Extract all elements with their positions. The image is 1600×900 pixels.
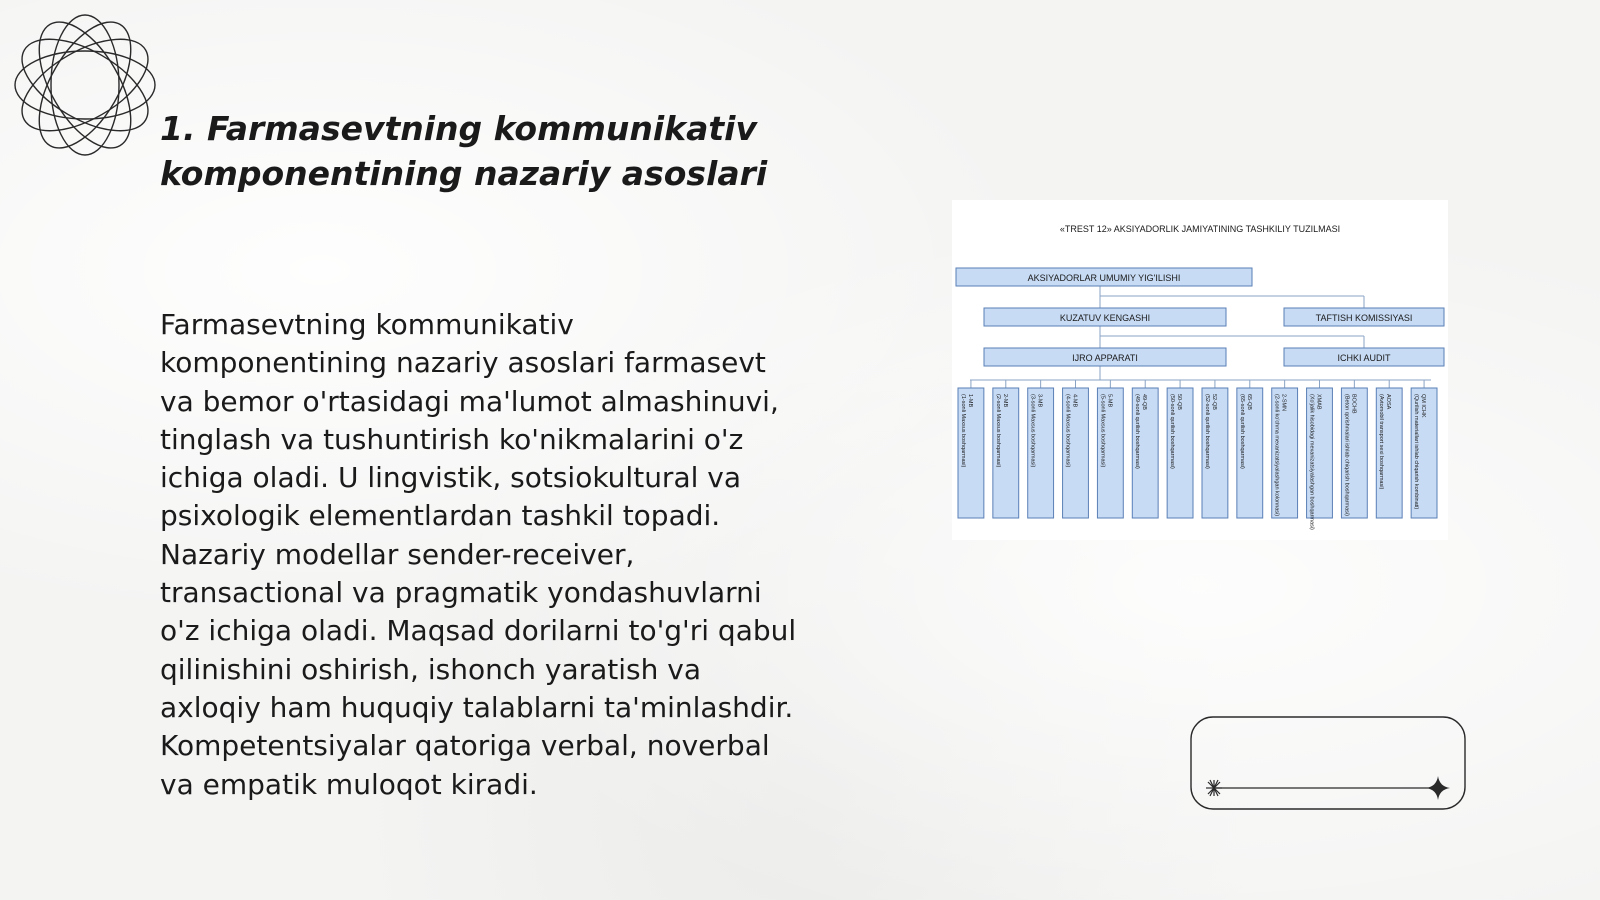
org-unit-label: 3-MB(3-sonli Maxsus boshqarmasi): [1029, 394, 1043, 468]
slide-title: 1. Farmasevtning kommunikativ komponentining nazariy asoslari: [160, 109, 768, 193]
org-chart-image: [952, 200, 1448, 540]
org-chart-connectors: [970, 286, 1431, 388]
body-line: axloqiy ham huquqiy talablarni ta'minlashdir.: [160, 690, 794, 724]
four-point-star-icon: [1426, 776, 1450, 800]
body-line: va bemor o'rtasidagi ma'lumot almashinuvi,: [160, 384, 779, 418]
box-taftish-label: TAFTISH KOMISSIYASI: [1315, 313, 1413, 323]
box-shareholders-label: AKSIYADORLAR UMUMIY YIG'ILISHI: [1027, 273, 1181, 283]
org-unit-box: [1167, 388, 1193, 518]
org-unit-box: [1376, 388, 1402, 518]
org-unit-label: QM ICHK(Qurilish materiallari ishlab chiqarish kombinati): [1413, 394, 1427, 510]
org-unit-label: 49-QB(49-sonli qurilish boshqarmasi): [1134, 394, 1148, 469]
org-unit-label: 1-MB(1-sonli Maxsus boshqarmasi): [959, 394, 973, 468]
body-paragraph: [160, 306, 860, 804]
org-unit-box: [1132, 388, 1158, 518]
org-chart-units: [958, 388, 1437, 530]
org-unit-box: [1307, 388, 1333, 530]
body-line: ichiga oladi. U lingvistik, sotsiokultural va: [160, 461, 742, 495]
org-unit-box: [1272, 388, 1298, 518]
body-line: o'z ichiga oladi. Maqsad dorilarni to'g'ri qabul: [160, 614, 797, 648]
rosette-ornament-icon: [8, 8, 162, 162]
org-unit-box: [958, 388, 984, 518]
org-unit-box: [993, 388, 1019, 518]
box-kuzatuv-label: KUZATUV KENGASHI: [1059, 313, 1151, 323]
org-unit-label: XMAB(Xo'jalik hisobidagi mexanizatsiyalashgan boshqarmasi): [1308, 394, 1322, 530]
org-unit-label: 2-SMN(2-sonli ko'chma mexanizatsiyalashgan kolonnasi): [1273, 394, 1287, 517]
box-taftish: [1284, 308, 1444, 326]
org-unit-box: [1237, 388, 1263, 518]
org-unit-box: [1411, 388, 1437, 518]
box-ijro: [984, 348, 1226, 366]
org-unit-label: AOSA(Avtomobil transport sexi boshqarmasi): [1378, 394, 1392, 490]
body-line: qilinishini oshirish, ishonch yaratish va: [160, 652, 701, 686]
org-unit-label: 2-MB(2-sonli Maxsus boshqarmasi): [994, 394, 1008, 468]
org-unit-label: 5-MB(5-sonli Maxsus boshqarmasi): [1099, 394, 1113, 468]
org-unit-box: [1097, 388, 1123, 518]
org-unit-box: [1202, 388, 1228, 518]
org-chart-diagram: [952, 200, 1448, 540]
body-line: transactional va pragmatik yondashuvlarni: [160, 576, 762, 610]
box-kuzatuv: [984, 308, 1226, 326]
sparkle-burst-icon: [1206, 780, 1222, 796]
org-unit-box: [1028, 388, 1054, 518]
box-shareholders: [956, 268, 1252, 286]
org-unit-label: BOCHB(Beton qorishmalari ishlab chiqarish boshqarmasi): [1343, 394, 1357, 516]
body-line: Nazariy modellar sender-receiver,: [160, 537, 635, 571]
org-unit-box: [1063, 388, 1089, 518]
org-unit-label: 50-QB(50-sonli qurilish boshqarmasi): [1169, 394, 1183, 469]
box-ijro-label: IJRO APPARATI: [1072, 353, 1138, 363]
org-unit-box: [1341, 388, 1367, 518]
org-unit-label: 52-QB(52-sonli qurilish boshqarmasi): [1203, 394, 1217, 469]
org-unit-label: 65-QB(65-sonli qurilish boshqarmasi): [1238, 394, 1252, 469]
body-line: Farmasevtning kommunikativ: [160, 308, 574, 341]
body-line: komponentining nazariy asoslari farmasevt: [160, 346, 766, 380]
body-line: Kompetentsiyalar qatoriga verbal, noverbal: [160, 729, 770, 763]
body-line: va empatik muloqot kiradi.: [160, 767, 538, 801]
org-chart-title: «TREST 12» AKSIYADORLIK JAMIYATINING TASHKILIY TUZILMASI: [1059, 224, 1341, 234]
decorative-frame: [1190, 716, 1466, 810]
body-line: psixologik elementlardan tashkil topadi.: [160, 499, 721, 533]
body-line: tinglash va tushuntirish ko'nikmalarini o'z: [160, 422, 744, 456]
box-ichki-audit-label: ICHKI AUDIT: [1337, 353, 1391, 363]
box-ichki-audit: [1284, 348, 1444, 366]
org-unit-label: 4-MB(4-sonli Maxsus boshqarmasi): [1064, 394, 1078, 468]
